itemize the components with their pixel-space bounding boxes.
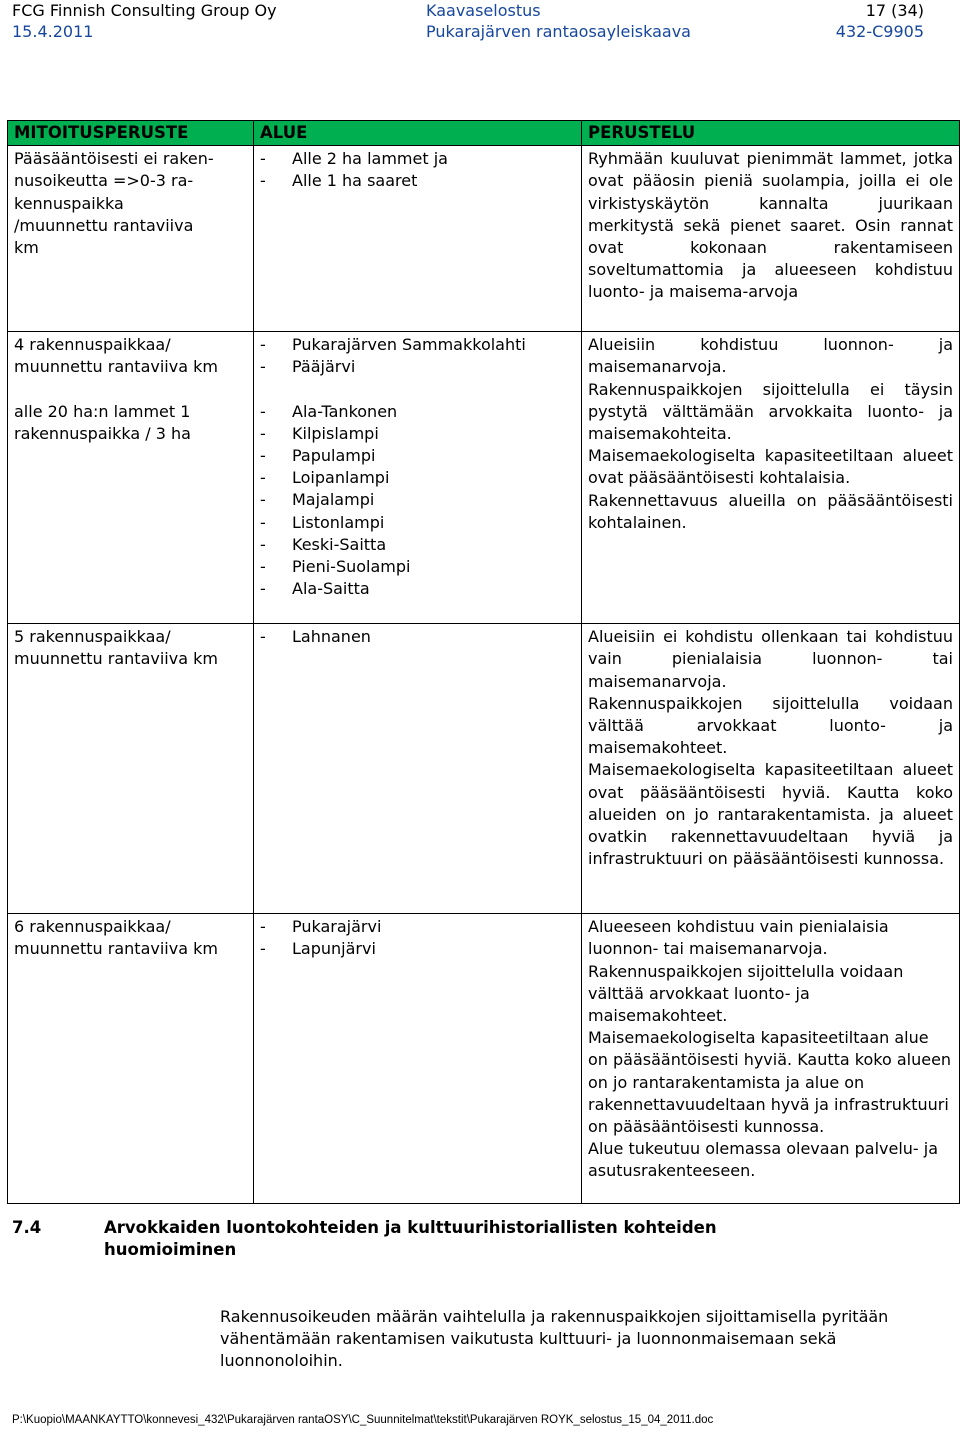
page-number: 17 (34) (865, 1, 924, 20)
list-item: - Lapunjärvi (260, 939, 376, 959)
document-date: 15.4.2011 (12, 22, 94, 41)
perustelu-cell: Alueisiin kohdistuu luonnon- ja maisemanarvoja. Rakennuspaikkojen sijoittelulla ei täysin pystytä välttämään arvokkaita luonto- ja maisemakohteita. Maisemaekologiselta kapasiteetiltaan alueet ovat pääsääntöisesti kohtalaisia. Rakennettavuus alueilla on pääsääntöisesti kohtalainen. (582, 332, 960, 624)
list-item: - Majalampi (260, 490, 375, 510)
alue-cell (254, 914, 582, 1204)
alue-cell (254, 624, 582, 914)
alue-cell (254, 146, 582, 332)
document-id: 432-C9905 (835, 22, 924, 41)
list-item: - Alle 1 ha saaret (260, 171, 418, 191)
table-header-row (8, 121, 960, 146)
mitoitus-cell: 4 rakennuspaikkaa/ muunnettu rantaviiva km alle 20 ha:n lammet 1 rakennuspaikka / 3 ha (8, 332, 254, 624)
table-row (8, 146, 960, 332)
list-item: - Alle 2 ha lammet ja (260, 149, 448, 169)
list-item: - Keski-Saitta (260, 534, 387, 554)
mitoitus-cell: 6 rakennuspaikkaa/ muunnettu rantaviiva km (8, 914, 254, 1204)
company-name: FCG Finnish Consulting Group Oy (12, 1, 277, 20)
perustelu-cell: Alueeseen kohdistuu vain pienialaisia luonnon- tai maisemanarvoja. Rakennuspaikkojen sijoittelulla voidaan välttää arvokkaat luonto- ja maisemakohteet. Maisemaekologiselta kapasiteetiltaan alue on pääsääntöisesti hyviä. Kautta koko alueen on jo rantarakentamista ja alue on rakennettavuudeltaan hyvä ja infrastruktuuri on pääsääntöisesti kunnossa. Alue tukeutuu olemassa olevaan palvelu- ja asutusrakenteeseen. (582, 914, 960, 1204)
table-row (8, 914, 960, 1204)
section-number: 7.4 (12, 1218, 42, 1237)
list-item: - Ala-Saitta (260, 579, 370, 599)
perustelu-cell: Alueisiin ei kohdistu ollenkaan tai kohdistuu vain pienialaisia luonnon- tai maisemanarvoja. Rakennuspaikkojen sijoittelulla voidaan välttää arvokkaat luonto- ja maisemakohteet. Maisemaekologiselta kapasiteetiltaan alueet ovat pääsääntöisesti hyviä. Kautta koko alueiden on jo rantarakentamista. ja alueet ovatkin rakennettavuudeltaan hyviä ja infrastruktuuri on pääsääntöisesti kunnossa. (582, 624, 960, 914)
table-row (8, 624, 960, 914)
list-item: - Listonlampi (260, 512, 385, 532)
body-paragraph: Rakennusoikeuden määrän vaihtelulla ja rakennuspaikkojen sijoittamisella pyritään vähentämään rakentamisen vaikutusta kulttuuri- ja luonnonmaisemaan sekä luonnonoloihin. (220, 1307, 889, 1370)
col-header-alue: ALUE (254, 121, 582, 146)
list-item: - Ala-Tankonen (260, 401, 398, 421)
table-row (8, 332, 960, 624)
plan-name: Pukarajärven rantaosayleiskaava (426, 22, 691, 41)
list-item: - Lahnanen (260, 627, 371, 647)
file-path-footer: P:\Kuopio\MAANKAYTTO\konnevesi_432\Pukarajärven rantaOSY\C_Suunnitelmat\tekstit\Pukarajärven ROYK_selostus_15_04_2011.doc (12, 1414, 714, 1426)
list-item: - Papulampi (260, 446, 376, 466)
list-item: - Pieni-Suolampi (260, 557, 411, 577)
dimensioning-table (7, 120, 960, 1204)
perustelu-cell: Ryhmään kuuluvat pienimmät lammet, jotka ovat pääosin pieniä suolampia, joilla ei ole virkistyskäytön kannalta juurikaan merkitystä sekä pienet saaret. Osin rannat ovat kokonaan rakentamiseen soveltumattomia ja alueeseen kohdistuu luonto- ja maisema-arvoja (582, 146, 960, 332)
alue-cell (254, 332, 582, 624)
col-header-perustelu: PERUSTELU (582, 121, 960, 146)
list-item: - Pukarajärvi (260, 917, 382, 937)
list-item: - Loipanlampi (260, 468, 390, 488)
document-type: Kaavaselostus (426, 1, 541, 20)
page-header (0, 0, 960, 44)
list-item: - Pukarajärven Sammakkolahti (260, 335, 526, 355)
col-header-mitoitusperuste: MITOITUSPERUSTE (8, 121, 254, 146)
section-title: Arvokkaiden luontokohteiden ja kulttuurihistoriallisten kohteiden huomioiminen (104, 1218, 717, 1259)
mitoitus-cell: 5 rakennuspaikkaa/ muunnettu rantaviiva km (8, 624, 254, 914)
mitoitus-cell: Pääsääntöisesti ei raken- nusoikeutta =>0-3 ra- kennuspaikka /muunnettu rantaviiva km (8, 146, 254, 332)
list-item: - Kilpislampi (260, 423, 379, 443)
list-item: - Pääjärvi (260, 357, 356, 377)
